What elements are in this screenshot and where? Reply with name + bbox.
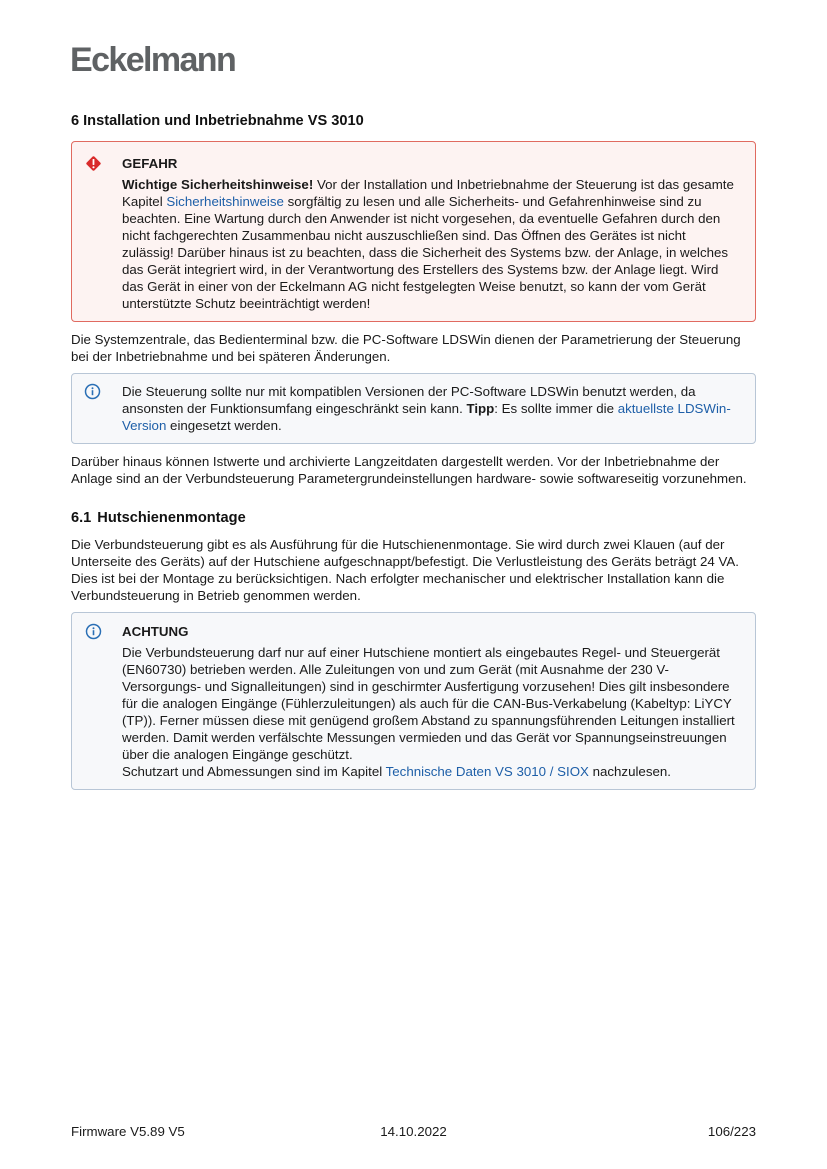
danger-notice <box>71 141 756 322</box>
info-notice <box>71 373 756 444</box>
attention-text: Die Verbundsteuerung darf nur auf einer Hutschiene montiert als eingebautes Regel- und Steuergerät (EN60730) betrieben werden. Alle Zuleitungen von und zum Gerät (mit Ausnahme der 230 V-Versorgungs- und Signalleitungen) sind in geschirmter Ausfertigung vorzusehen! Dies gilt insbesondere für die analogen Eingänge (Fühlerzuleitungen) als auch für die CAN-Bus-Verkabelung (Kabeltyp: LiYCY (TP)). Ferner müssen diese mit genügend großem Abstand zu spannungsführenden Leitungen installiert werden. Damit werden verfälschte Messungen vermieden und das Gerät vor Spannungseinstreuungen über die analogen Eingänge geschützt. <box>122 645 735 762</box>
info-notice-text <box>122 383 741 434</box>
info-circle-icon <box>84 383 102 401</box>
link-ldswin-version[interactable]: aktuellste LDSWin-Version <box>122 401 731 433</box>
footer-date: 14.10.2022 <box>380 1124 447 1139</box>
attention-notice-body <box>84 644 741 780</box>
attention-ref-end: nachzulesen. <box>588 764 671 779</box>
page-content <box>71 112 756 799</box>
page-footer <box>71 1123 756 1140</box>
danger-text-cont: sorgfältig zu lesen und alle Sicherheits- und Gefahrenhinweise sind zu beachten. Eine Wartung durch den Anwender ist nicht vorgesehen, da eventuelle Gefahren durch den nicht fachgerechten Zusammenbau nicht auszuschließen sind. Das Öffnen des Gerätes ist nicht zulässig! Darüber hinaus ist zu beachten, dass die Sicherheit des Systems bzw. der Anlage, in welches das Gerät integriert wird, in der Verantwortung des Erstellers des Systems bzw. der Anlage liegt. Wird das Gerät in einer von der Eckelmann AG nicht festgelegten Weise benutzt, so kann der vom Gerät unterstützte Schutz beeinträchtigt werden! <box>122 194 729 311</box>
attention-ref-text: Schutzart und Abmessungen sind im Kapitel <box>122 764 386 779</box>
danger-notice-body <box>84 176 741 312</box>
warning-diamond-icon <box>84 154 102 172</box>
paragraph-istwerte: Darüber hinaus können Istwerte und archivierte Langzeitdaten dargestellt werden. Vor der Inbetriebnahme der Anlage sind an der Verbundsteuerung Parametergrundeinstellungen hardware- sowie softwareseitig vorzunehmen. <box>71 454 747 486</box>
info-circle-icon <box>84 622 102 640</box>
info-text-end: eingesetzt werden. <box>166 418 282 433</box>
chapter-heading <box>71 112 756 130</box>
attention-notice-header <box>84 622 741 640</box>
attention-notice-title: ACHTUNG <box>122 623 189 639</box>
section-heading <box>71 509 756 527</box>
footer-page-number: 106/223 <box>707 1124 756 1139</box>
link-technische-daten[interactable]: Technische Daten VS 3010 / SIOX <box>385 764 589 779</box>
company-logo: Eckelmann <box>70 41 236 79</box>
paragraph-hutschiene: Die Verbundsteuerung gibt es als Ausführung für die Hutschienenmontage. Sie wird durch zwei Klauen (auf der Unterseite des Geräts) auf der Hutschiene aufgeschnappt/befestigt. Die Verlustleistung des Geräts beträgt 24 VA. Dies ist bei der Montage zu berücksichtigen. Nach erfolgter mechanischer und elektrischer Installation kann die Verbundsteuerung in Betrieb genommen werden. <box>71 537 739 603</box>
danger-lead: Wichtige Sicherheitshinweise! <box>122 177 314 192</box>
section-title: Hutschienenmontage <box>97 510 246 526</box>
attention-notice <box>71 612 756 790</box>
link-sicherheitshinweise[interactable]: Sicherheitshinweise <box>166 194 284 209</box>
info-text: Die Steuerung sollte nur mit kompatiblen Versionen der PC-Software LDSWin benutzt werden, da ansonsten der Funktionsumfang eingeschränkt sein kann. <box>122 384 696 416</box>
footer-firmware: Firmware V5.89 V5 <box>71 1124 185 1139</box>
chapter-title: Installation und Inbetriebnahme VS 3010 <box>83 113 364 129</box>
chapter-number: 6 <box>71 113 80 129</box>
section-number: 6.1 <box>71 510 92 526</box>
info-tip-label: Tipp <box>466 401 495 416</box>
danger-notice-title: GEFAHR <box>122 155 178 171</box>
danger-notice-header <box>84 154 741 172</box>
danger-text: Vor der Installation und Inbetriebnahme der Steuerung ist das gesamte Kapitel <box>122 177 734 209</box>
attention-reference <box>122 763 741 780</box>
paragraph-intro: Die Systemzentrale, das Bedienterminal bzw. die PC-Software LDSWin dienen der Parametrierung der Steuerung bei der Inbetriebnahme und bei späteren Änderungen. <box>71 332 741 364</box>
info-text-cont: : Es sollte immer die <box>494 401 618 416</box>
